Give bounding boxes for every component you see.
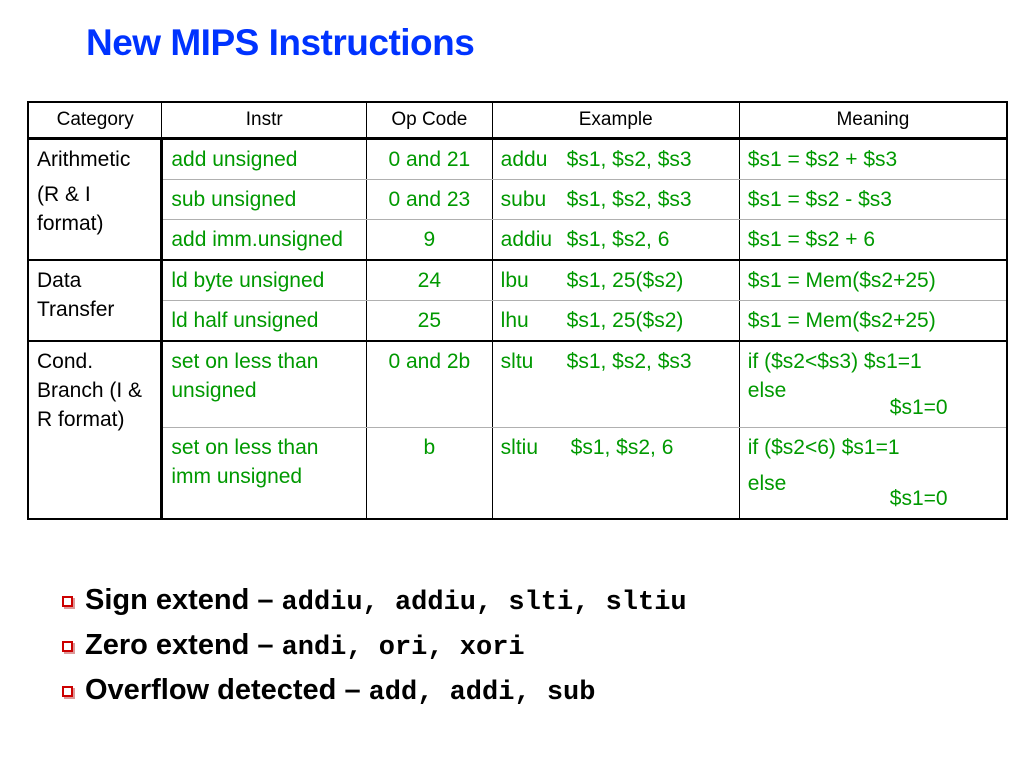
example-cell [492, 139, 739, 180]
bullet-code: andi, ori, xori [281, 633, 525, 663]
table-row [28, 341, 1007, 428]
bullet-code: addiu, addiu, slti, sltiu [281, 588, 687, 618]
opcode-cell: 25 [367, 301, 493, 342]
meaning-if: if ($s2<$s3) $s1=1 [747, 350, 922, 373]
opcode-cell: 24 [367, 260, 493, 301]
hollow-square-bullet-icon [62, 596, 73, 607]
table-row [28, 180, 1007, 220]
meaning-else-value: $s1=0 [889, 487, 948, 510]
example-mnemonic: addu [500, 148, 548, 171]
bullet-item-zero-extend [62, 629, 687, 674]
mips-instructions-table [27, 101, 1008, 520]
bullet-list [62, 584, 687, 719]
instr-cell: ld byte unsigned [162, 260, 367, 301]
example-mnemonic: sltu [500, 350, 534, 373]
example-operands: $s1, $s2, $s3 [566, 188, 692, 211]
category-data-transfer: Data Transfer [28, 260, 162, 341]
example-mnemonic: subu [500, 188, 547, 211]
header-category: Category [28, 102, 162, 139]
category-cond-branch: Cond. Branch (I & R format) [28, 341, 162, 519]
example-cell [492, 220, 739, 261]
meaning-else: else [747, 472, 787, 495]
table-row [28, 301, 1007, 342]
instr-cell: ld half unsigned [162, 301, 367, 342]
meaning-if: if ($s2<6) $s1=1 [747, 436, 900, 459]
meaning-else-value: $s1=0 [889, 396, 948, 419]
opcode-cell: 0 and 2b [367, 341, 493, 428]
meaning-cell [739, 428, 1007, 520]
bullet-label: Overflow detected – [85, 674, 361, 706]
table-row [28, 220, 1007, 261]
page-title: New MIPS Instructions [86, 22, 475, 63]
instr-cell: add unsigned [162, 139, 367, 180]
meaning-cell: $s1 = $s2 - $s3 [739, 180, 1007, 220]
opcode-cell: 0 and 21 [367, 139, 493, 180]
meaning-cell: $s1 = $s2 + 6 [739, 220, 1007, 261]
meaning-cell: $s1 = $s2 + $s3 [739, 139, 1007, 180]
bullet-label: Zero extend – [85, 629, 274, 661]
opcode-cell: b [367, 428, 493, 520]
instr-cell: set on less than unsigned [162, 341, 367, 428]
example-cell [492, 260, 739, 301]
example-operands: $s1, $s2, $s3 [566, 148, 692, 171]
table-row [28, 428, 1007, 520]
hollow-square-bullet-icon [62, 641, 73, 652]
example-operands: $s1, $s2, 6 [566, 228, 670, 251]
table-header-row [28, 102, 1007, 139]
category-arithmetic-format: (R & I format) [37, 183, 104, 235]
instr-cell: add imm.unsigned [162, 220, 367, 261]
example-mnemonic: lhu [500, 309, 529, 332]
instr-cell: set on less than imm unsigned [162, 428, 367, 520]
example-cell [492, 180, 739, 220]
example-cell [492, 428, 739, 520]
header-instr: Instr [162, 102, 367, 139]
header-meaning: Meaning [739, 102, 1007, 139]
category-arithmetic [28, 139, 162, 261]
example-mnemonic: addiu [500, 228, 553, 251]
header-opcode: Op Code [367, 102, 493, 139]
example-mnemonic: lbu [500, 269, 529, 292]
meaning-cell: $s1 = Mem($s2+25) [739, 260, 1007, 301]
table-row [28, 260, 1007, 301]
bullet-item-sign-extend [62, 584, 687, 629]
instr-cell: sub unsigned [162, 180, 367, 220]
example-operands: $s1, $s2, $s3 [566, 350, 692, 373]
hollow-square-bullet-icon [62, 686, 73, 697]
opcode-cell: 9 [367, 220, 493, 261]
bullet-code: add, addi, sub [368, 678, 596, 708]
opcode-cell: 0 and 23 [367, 180, 493, 220]
bullet-label: Sign extend – [85, 584, 274, 616]
example-cell [492, 341, 739, 428]
example-operands: $s1, $s2, 6 [570, 436, 674, 459]
meaning-cell: $s1 = Mem($s2+25) [739, 301, 1007, 342]
category-arithmetic-label: Arithmetic [37, 148, 131, 171]
meaning-cell [739, 341, 1007, 428]
example-operands: $s1, 25($s2) [566, 309, 684, 332]
table-row [28, 139, 1007, 180]
meaning-else: else [747, 379, 787, 402]
bullet-item-overflow [62, 674, 687, 719]
header-example: Example [492, 102, 739, 139]
example-cell [492, 301, 739, 342]
example-mnemonic: sltiu [500, 436, 539, 459]
example-operands: $s1, 25($s2) [566, 269, 684, 292]
